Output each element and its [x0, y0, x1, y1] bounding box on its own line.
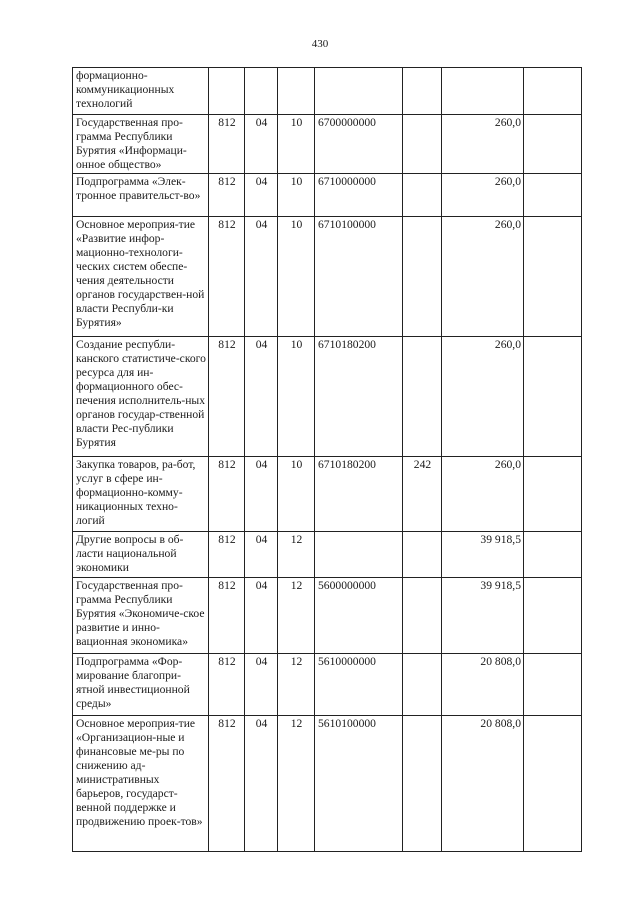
section-code: 04	[245, 532, 278, 578]
target-article-code	[315, 532, 403, 578]
table-row	[73, 532, 582, 578]
expense-type-code	[403, 68, 442, 115]
expense-type-code: 242	[403, 457, 442, 532]
empty-cell	[524, 174, 582, 217]
subsection-code: 10	[278, 457, 315, 532]
amount: 260,0	[442, 217, 524, 337]
amount: 260,0	[442, 174, 524, 217]
subsection-code	[278, 68, 315, 115]
empty-cell	[524, 217, 582, 337]
table-row	[73, 457, 582, 532]
target-article-code: 6710180200	[315, 457, 403, 532]
ministry-code: 812	[209, 716, 245, 852]
row-name: Создание республи-канского статистиче-ского ресурса для ин-формационного обес-печения исполнитель-ных органов государ-ственной власти Рес-публики Бурятия	[73, 337, 209, 457]
table-row	[73, 174, 582, 217]
table-row	[73, 115, 582, 174]
row-name: Подпрограмма «Элек-тронное правительст-во»	[73, 174, 209, 217]
target-article-code: 5610000000	[315, 654, 403, 716]
ministry-code	[209, 68, 245, 115]
empty-cell	[524, 115, 582, 174]
expense-type-code	[403, 654, 442, 716]
expense-type-code	[403, 337, 442, 457]
table-row	[73, 68, 582, 115]
section-code: 04	[245, 217, 278, 337]
expense-type-code	[403, 115, 442, 174]
amount: 39 918,5	[442, 578, 524, 654]
ministry-code: 812	[209, 532, 245, 578]
expense-type-code	[403, 716, 442, 852]
empty-cell	[524, 68, 582, 115]
target-article-code: 6700000000	[315, 115, 403, 174]
row-name: Основное мероприя-тие «Организацион-ные и финансовые ме-ры по снижению ад-министративных барьеров, государст-венной поддержке и продвижению проек-тов»	[73, 716, 209, 852]
target-article-code: 5600000000	[315, 578, 403, 654]
row-name: Государственная про-грамма Республики Бурятия «Экономиче-ское развитие и инно-вационная экономика»	[73, 578, 209, 654]
row-name: формационно-коммуникационных технологий	[73, 68, 209, 115]
expense-type-code	[403, 217, 442, 337]
empty-cell	[524, 654, 582, 716]
section-code: 04	[245, 174, 278, 217]
subsection-code: 12	[278, 578, 315, 654]
section-code: 04	[245, 716, 278, 852]
page-number: 430	[311, 38, 329, 50]
row-name: Другие вопросы в об-ласти национальной экономики	[73, 532, 209, 578]
row-name: Основное мероприя-тие «Развитие инфор-мационно-технологи-ческих систем обеспе-чения деятельности органов государствен-ной власти Республи-ки Бурятия»	[73, 217, 209, 337]
amount	[442, 68, 524, 115]
subsection-code: 12	[278, 532, 315, 578]
target-article-code: 5610100000	[315, 716, 403, 852]
ministry-code: 812	[209, 457, 245, 532]
subsection-code: 10	[278, 115, 315, 174]
table-row	[73, 217, 582, 337]
subsection-code: 10	[278, 217, 315, 337]
row-name: Закупка товаров, ра-бот, услуг в сфере ин-формационно-комму-никационных техно-логий	[73, 457, 209, 532]
target-article-code: 6710180200	[315, 337, 403, 457]
section-code: 04	[245, 654, 278, 716]
ministry-code: 812	[209, 115, 245, 174]
expense-type-code	[403, 532, 442, 578]
section-code: 04	[245, 337, 278, 457]
amount: 260,0	[442, 337, 524, 457]
table-row	[73, 716, 582, 852]
target-article-code	[315, 68, 403, 115]
target-article-code: 6710100000	[315, 217, 403, 337]
row-name: Подпрограмма «Фор-мирование благопри-ятной инвестиционной среды»	[73, 654, 209, 716]
empty-cell	[524, 337, 582, 457]
section-code	[245, 68, 278, 115]
subsection-code: 12	[278, 716, 315, 852]
expense-type-code	[403, 174, 442, 217]
amount: 20 808,0	[442, 654, 524, 716]
amount: 20 808,0	[442, 716, 524, 852]
table-row	[73, 337, 582, 457]
ministry-code: 812	[209, 217, 245, 337]
subsection-code: 10	[278, 174, 315, 217]
section-code: 04	[245, 578, 278, 654]
table-row	[73, 578, 582, 654]
empty-cell	[524, 532, 582, 578]
section-code: 04	[245, 457, 278, 532]
ministry-code: 812	[209, 578, 245, 654]
empty-cell	[524, 716, 582, 852]
amount: 39 918,5	[442, 532, 524, 578]
table-row	[73, 654, 582, 716]
amount: 260,0	[442, 457, 524, 532]
target-article-code: 6710000000	[315, 174, 403, 217]
row-name: Государственная про-грамма Республики Бурятия «Информаци-онное общество»	[73, 115, 209, 174]
empty-cell	[524, 457, 582, 532]
ministry-code: 812	[209, 174, 245, 217]
subsection-code: 10	[278, 337, 315, 457]
subsection-code: 12	[278, 654, 315, 716]
amount: 260,0	[442, 115, 524, 174]
ministry-code: 812	[209, 654, 245, 716]
ministry-code: 812	[209, 337, 245, 457]
budget-table	[72, 67, 582, 852]
expense-type-code	[403, 578, 442, 654]
section-code: 04	[245, 115, 278, 174]
empty-cell	[524, 578, 582, 654]
